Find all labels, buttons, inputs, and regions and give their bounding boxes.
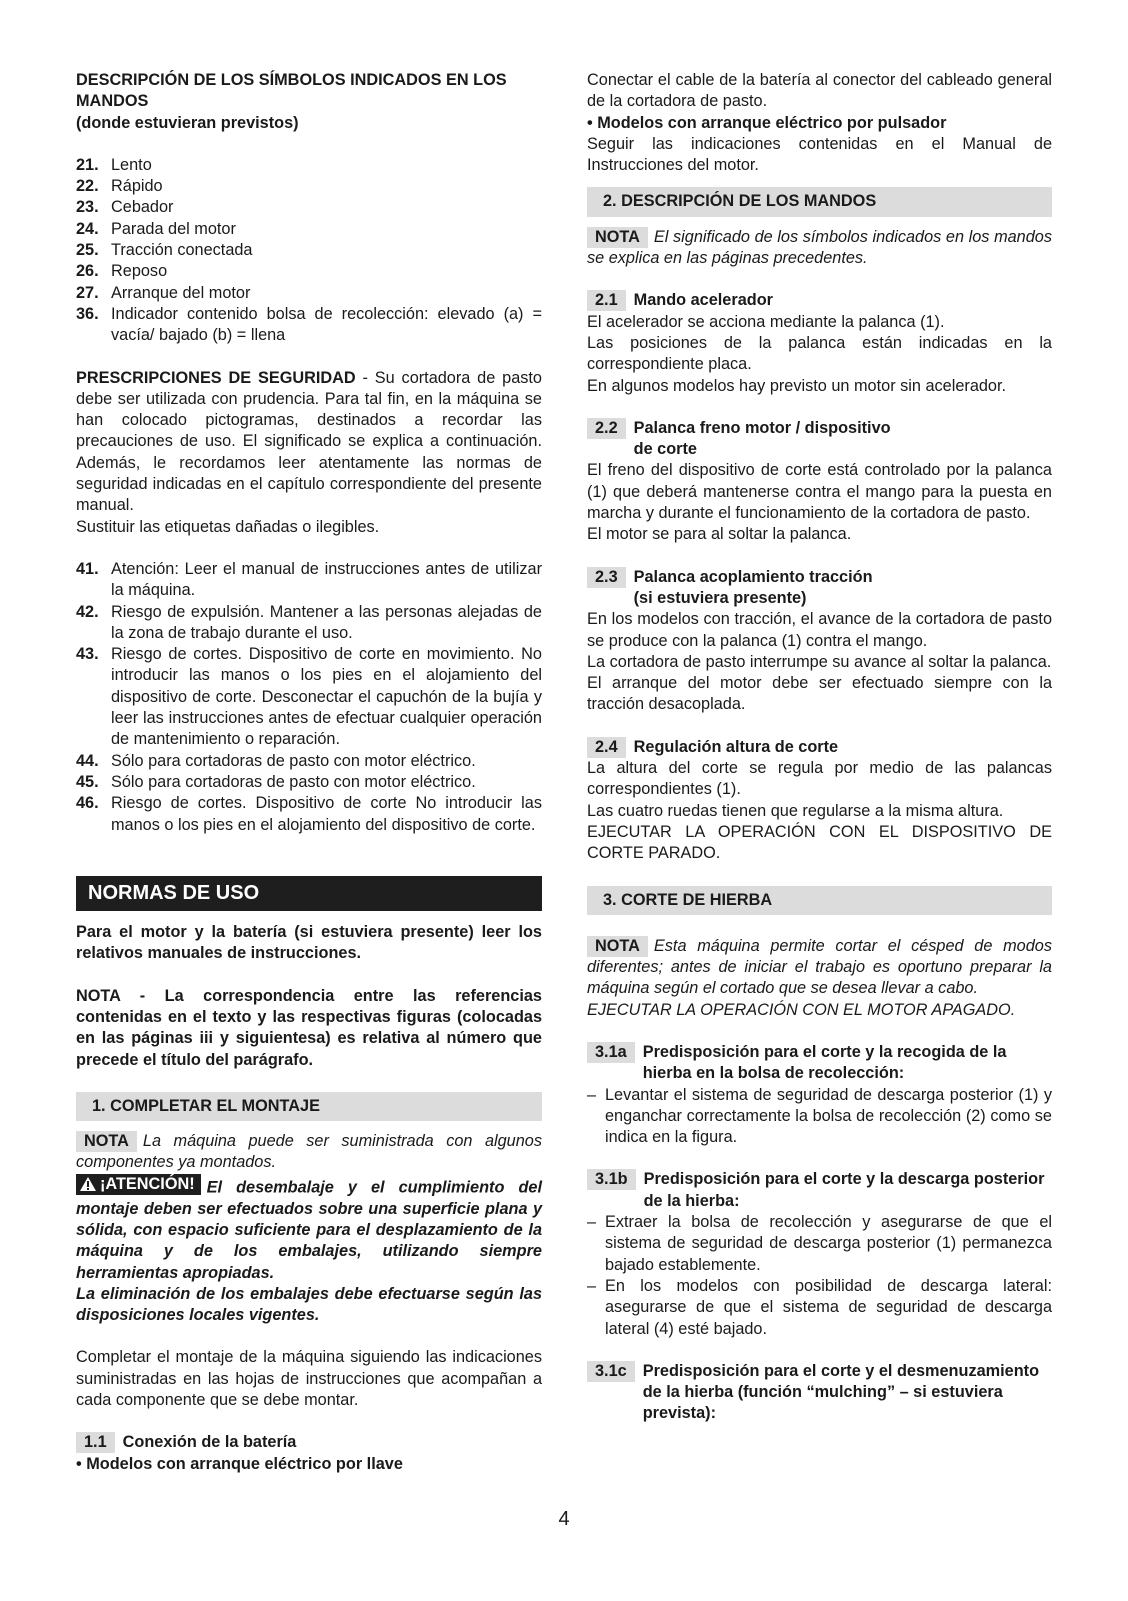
- subsection-2-4-number: 2.4: [587, 737, 626, 758]
- list-item-number: 22.: [76, 177, 99, 196]
- s22-text-2: El motor se para al soltar la palanca.: [587, 525, 852, 544]
- subsection-3-1b-title: Predisposición para el corte y la descarga posterior de la hierba:: [643, 1170, 1045, 1210]
- s23-text-2: La cortadora de pasto interrumpe su avance al soltar la palanca.: [587, 652, 1052, 671]
- list-item: [76, 751, 542, 772]
- safety-replace: Sustituir las etiquetas dañadas o ilegibles.: [76, 517, 380, 536]
- page-number: 4: [558, 1508, 570, 1530]
- subsection-3-1a-title: Predisposición para el corte y la recogida de la hierba en la bolsa de recolección:: [642, 1042, 1007, 1083]
- list-item-text: Sólo para cortadoras de pasto con motor eléctrico.: [111, 751, 476, 770]
- list-item: [587, 1276, 1052, 1340]
- list-item: [76, 155, 542, 176]
- subsection-2-4: [587, 737, 1052, 758]
- warning-triangle-icon: [79, 1176, 97, 1192]
- list-item: [76, 219, 542, 240]
- subsection-2-1: [587, 290, 1052, 311]
- subsection-2-2-number: 2.2: [587, 418, 626, 439]
- s24-text-3: EJECUTAR LA OPERACIÓN CON EL DISPOSITIVO DE CORTE PARADO.: [587, 822, 1052, 863]
- list-item: [76, 261, 542, 282]
- list-item-text: Lento: [111, 155, 152, 174]
- list-item-number: 23.: [76, 198, 99, 217]
- bullet-push-start: • Modelos con arranque eléctrico por pulsador: [587, 113, 947, 132]
- dash-bullet: –: [587, 1276, 597, 1295]
- section-1-nota: [76, 1131, 542, 1174]
- subsection-2-3-title-1: Palanca acoplamiento tracción: [633, 567, 873, 586]
- normas-title: NORMAS DE USO: [76, 876, 542, 911]
- atencion-label: ¡ATENCIÓN!: [100, 1174, 195, 1193]
- s23-text-3: El arranque del motor debe ser efectuado siempre con la tracción desacoplada.: [587, 674, 1052, 714]
- symbols-subheading: (donde estuvieran previstos): [76, 113, 299, 132]
- nota-tag: NOTA: [76, 1131, 137, 1152]
- list-item-text: Riesgo de cortes. Dispositivo de corte No introducir las manos o los pies en el alojamiento del dispositivo de corte.: [111, 794, 542, 834]
- section-2-nota-text: El significado de los símbolos indicados en los mandos se explica en las páginas precedentes.: [587, 227, 1052, 268]
- atencion-text-2: La eliminación de los embalajes debe efectuarse según las disposiciones locales vigentes.: [76, 1284, 542, 1325]
- section-3-nota: [587, 936, 1052, 1000]
- list-item-text: Rápido: [111, 177, 163, 196]
- section-1-nota-text: La máquina puede ser suministrada con algunos componentes ya montados.: [76, 1132, 542, 1172]
- atencion-paragraph: [76, 1174, 542, 1284]
- section-2-nota: [587, 227, 1052, 270]
- right-column: [587, 70, 1052, 1425]
- list-item-number: 44.: [76, 751, 99, 770]
- s31a-list: [587, 1085, 1052, 1149]
- list-item-text: Tracción conectada: [111, 241, 253, 260]
- list-item: [76, 559, 542, 602]
- left-column: [76, 70, 542, 1475]
- subsection-2-3-title-2: (si estuviera presente): [633, 588, 807, 607]
- subsection-3-1a: [587, 1042, 1052, 1085]
- list-item: [76, 772, 542, 793]
- list-item: [76, 197, 542, 218]
- list-item-text: Atención: Leer el manual de instrucciones antes de utilizar la máquina.: [111, 559, 542, 600]
- s23-text-1: En los modelos con tracción, el avance de la cortadora de pasto se produce con la palanca (1) contra el mango.: [587, 610, 1052, 650]
- subsection-3-1c-number: 3.1c: [587, 1361, 635, 1382]
- subsection-2-2-title-2: de corte: [633, 440, 697, 459]
- list-item-text: Riesgo de cortes. Dispositivo de corte en movimiento. No introducir las manos o los pies en el alojamiento del dispositivo de corte. Desconectar el capuchón de la bujía y leer las instrucciones antes de efectuar cualquier operación de mantenimiento o reparación.: [111, 645, 542, 749]
- s24-text-1: La altura del corte se regula por medio de las palancas correspondientes (1).: [587, 759, 1052, 799]
- subsection-3-1c: [587, 1361, 1052, 1425]
- section-2-title: 2. DESCRIPCIÓN DE LOS MANDOS: [587, 187, 1052, 216]
- s21-text-3: En algunos modelos hay previsto un motor sin acelerador.: [587, 376, 1007, 395]
- list-item: [76, 793, 542, 836]
- section-3-nota-text: Esta máquina permite cortar el césped de modos diferentes; antes de iniciar el trabajo es oportuno preparar la máquina según el cortado que se desea llevar a cabo.: [587, 936, 1052, 998]
- list-item-number: 25.: [76, 241, 99, 260]
- list-item-number: 46.: [76, 794, 99, 813]
- subsection-3-1a-number: 3.1a: [587, 1042, 635, 1063]
- section-3-title: 3. CORTE DE HIERBA: [587, 886, 1052, 915]
- subsection-2-1-number: 2.1: [587, 290, 626, 311]
- list-item-number: 41.: [76, 559, 99, 578]
- atencion-tag: [76, 1174, 201, 1195]
- battery-text: Conectar el cable de la batería al conector del cableado general de la cortadora de pasto.: [587, 71, 1052, 111]
- list-item-text: Indicador contenido bolsa de recolección: elevado (a) = vacía/ bajado (b) = llena: [111, 304, 542, 345]
- subsection-1-1-title: Conexión de la batería: [122, 1433, 297, 1452]
- dash-bullet: –: [587, 1213, 597, 1232]
- list-item-number: 42.: [76, 602, 99, 621]
- normas-nota: NOTA - La correspondencia entre las referencias contenidas en el texto y las respectivas figuras (colocadas en las páginas iii y siguientesa) es relativa al número que precede el título del parágrafo.: [76, 986, 542, 1069]
- s24-text-2: Las cuatro ruedas tienen que regularse a la misma altura.: [587, 801, 1004, 820]
- normas-intro: Para el motor y la batería (si estuviera presente) leer los relativos manuales de instrucciones.: [76, 923, 542, 963]
- subsection-2-1-title: Mando acelerador: [633, 291, 773, 310]
- list-item-text: Sólo para cortadoras de pasto con motor eléctrico.: [111, 772, 476, 791]
- symbols-list: [76, 155, 542, 347]
- list-item: [76, 176, 542, 197]
- subsection-2-3: [587, 567, 1052, 610]
- subsection-2-4-title: Regulación altura de corte: [633, 737, 839, 756]
- s31b-list: [587, 1212, 1052, 1340]
- list-item-number: 24.: [76, 219, 99, 238]
- list-item-text: Reposo: [111, 262, 168, 281]
- subsection-2-2-title-1: Palanca freno motor / dispositivo: [633, 418, 891, 437]
- list-item-number: 36.: [76, 304, 99, 323]
- list-item-number: 26.: [76, 262, 99, 281]
- list-item: [587, 1085, 1052, 1149]
- list-item-text: Extraer la bolsa de recolección y asegurarse de que el sistema de seguridad de descarga posterior (1) permanezca bajado establemente.: [605, 1213, 1052, 1274]
- symbols-heading: DESCRIPCIÓN DE LOS SÍMBOLOS INDICADOS EN LOS MANDOS: [76, 71, 507, 111]
- list-item-number: 21.: [76, 155, 99, 174]
- atencion-text: El desembalaje y el cumplimiento del montaje deben ser efectuados sobre una superficie plana y sólida, con espacio suficiente para el desplazamiento de la máquina y de los embalajes, utilizando siempre herramientas apropiadas.: [76, 1178, 542, 1282]
- list-item-text: En los modelos con posibilidad de descarga lateral: asegurarse de que el sistema de seguridad de descarga lateral (4) esté bajado.: [605, 1276, 1052, 1338]
- safety-label: PRESCRIPCIONES DE SEGURIDAD: [76, 368, 356, 387]
- list-item-text: Cebador: [111, 198, 174, 217]
- s22-text-1: El freno del dispositivo de corte está controlado por la palanca (1) que deberá mantenerse contra el mango para la puesta en marcha y durante el funcionamiento de la cortadora de pasto.: [587, 461, 1052, 523]
- s21-text-2: Las posiciones de la palanca están indicadas en la correspondiente placa.: [587, 333, 1052, 374]
- list-item-text: Arranque del motor: [111, 283, 251, 302]
- subsection-2-2: [587, 418, 1052, 461]
- list-item-number: 45.: [76, 772, 99, 791]
- list-item: [587, 1212, 1052, 1276]
- list-item-number: 27.: [76, 283, 99, 302]
- section-3-nota-2: EJECUTAR LA OPERACIÓN CON EL MOTOR APAGADO.: [587, 1000, 1016, 1019]
- dash-bullet: –: [587, 1085, 597, 1104]
- bullet-push-start-text: Seguir las indicaciones contenidas en el Manual de Instrucciones del motor.: [587, 134, 1052, 175]
- safety-text: - Su cortadora de pasto debe ser utilizada con prudencia. Para tal fin, en la máquina se han colocado pictogramas, destinados a recordar las precauciones de uso. El significado se explica a continuación. Además, le recordamos leer atentamente las normas de seguridad indicadas en el capítulo correspondiente del presente manual.: [76, 368, 542, 515]
- subsection-3-1b-number: 3.1b: [587, 1169, 636, 1190]
- list-item: [76, 283, 542, 304]
- list-item: [76, 602, 542, 645]
- section-1-text: Completar el montaje de la máquina siguiendo las indicaciones suministradas en las hojas de instrucciones que acompañan a cada componente que se debe montar.: [76, 1348, 542, 1410]
- subsection-1-1-number: 1.1: [76, 1432, 115, 1453]
- nota-tag: NOTA: [587, 936, 648, 957]
- section-1-title: 1. COMPLETAR EL MONTAJE: [76, 1092, 542, 1121]
- list-item: [76, 240, 542, 261]
- nota-tag: NOTA: [587, 227, 648, 248]
- warnings-list: [76, 559, 542, 836]
- list-item-text: Levantar el sistema de seguridad de descarga posterior (1) y enganchar correctamente la bolsa de recolección (2) como se indica en la figura.: [605, 1085, 1052, 1147]
- subsection-3-1b: [587, 1169, 1052, 1212]
- s21-text-1: El acelerador se acciona mediante la palanca (1).: [587, 312, 945, 331]
- list-item-text: Riesgo de expulsión. Mantener a las personas alejadas de la zona de trabajo durante el uso.: [111, 602, 542, 642]
- list-item-text: Parada del motor: [111, 219, 236, 238]
- bullet-key-start: • Modelos con arranque eléctrico por llave: [76, 1454, 403, 1473]
- safety-paragraph: [76, 368, 542, 517]
- subsection-3-1c-title: Predisposición para el corte y el desmenuzamiento de la hierba (función “mulching” – si estuviera prevista):: [642, 1361, 1040, 1423]
- list-item-number: 43.: [76, 645, 99, 664]
- subsection-1-1: [76, 1432, 542, 1453]
- list-item: [76, 644, 542, 750]
- list-item: [76, 304, 542, 347]
- subsection-2-3-number: 2.3: [587, 567, 626, 588]
